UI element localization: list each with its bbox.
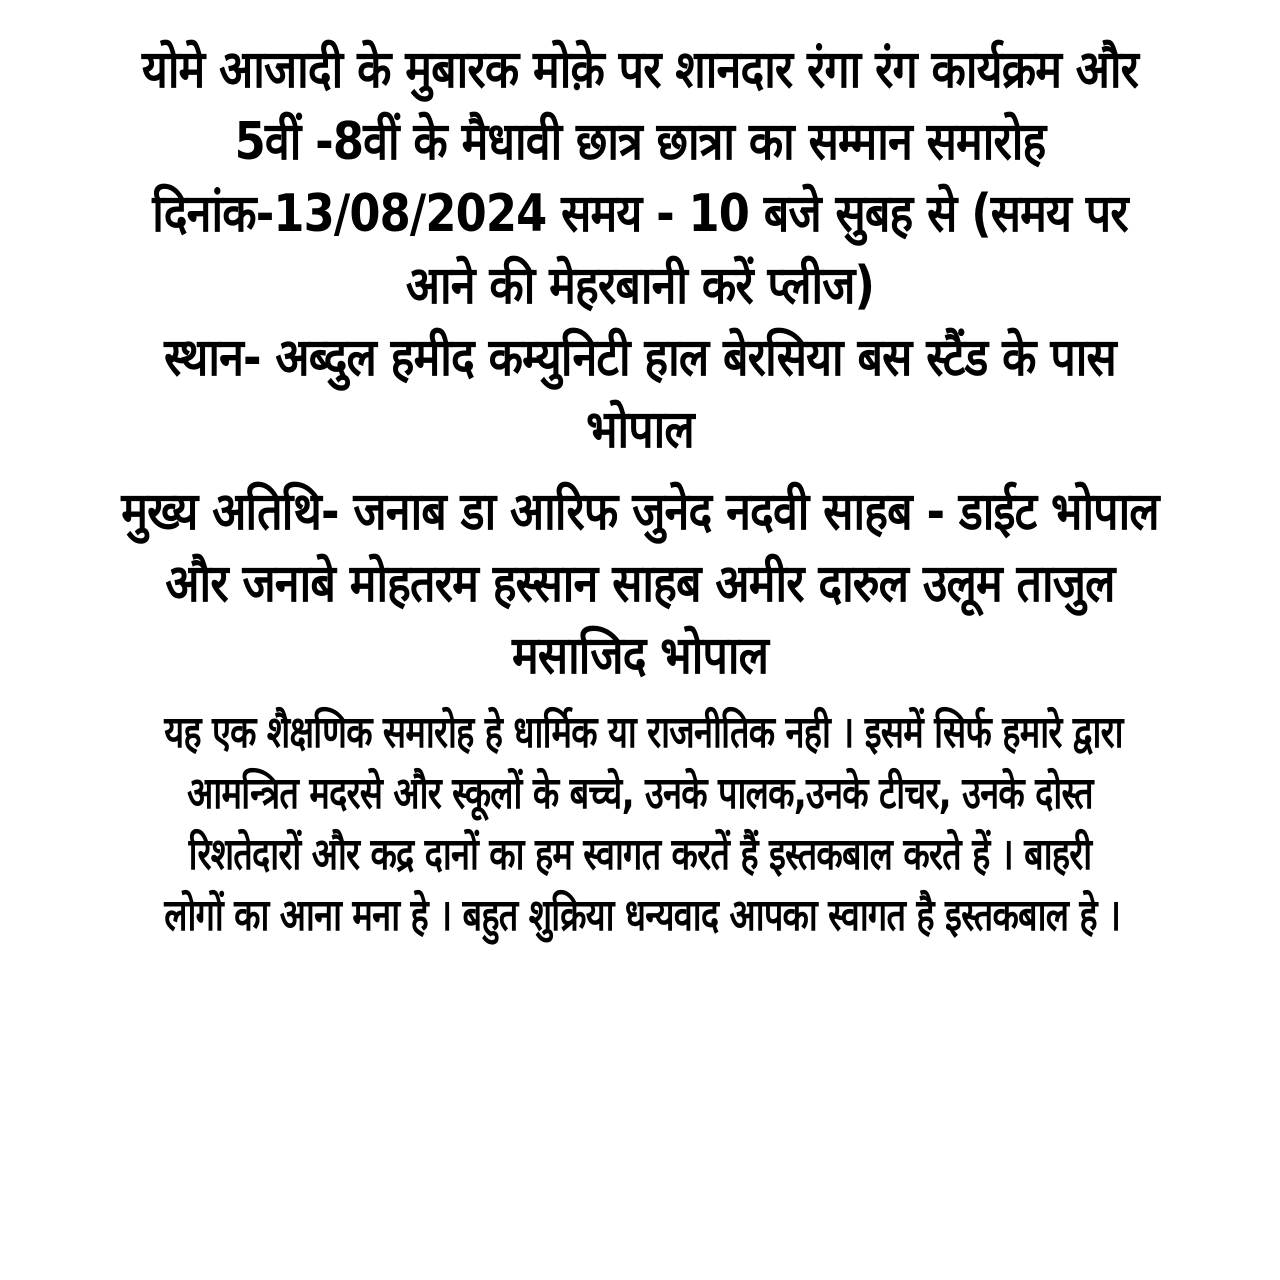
note-line-1: यह एक शैक्षणिक समारोह हे धार्मिक या राजनीतिक नही । इसमें सिर्फ हमारे द्वारा (164, 707, 1123, 758)
venue-line-1: स्थान- अब्दुल हमीद कम्युनिटी हाल बेरसिया बस स्टैंड के पास (164, 328, 1116, 388)
date-line-1: दिनांक-13/08/2024 समय - 10 बजे सुबह से (समय पर (152, 184, 1128, 244)
note-line-3: रिशतेदारों और कद्र दानों का हम स्वागत करतें हैं इस्तकबाल करते हें । बाहरी (188, 829, 1092, 880)
venue-line-2: भोपाल (586, 400, 694, 460)
heading-line-2: 5वीं -8वीं के मैधावी छात्र छात्रा का सम्मान समारोह (234, 112, 1046, 172)
guest-line-2: और जनाबे मोहतरम हस्सान साहब अमीर दारुल उलूम ताजुल (165, 554, 1115, 614)
guest-line-3: मसाजिद भोपाल (511, 626, 769, 686)
note-line-2: आमन्त्रित मदरसे और स्कूलों के बच्चे, उनके पालक,उनके टीचर, उनके दोस्त (187, 768, 1093, 819)
date-line-2: आने की मेहरबानी करें प्लीज) (405, 256, 875, 316)
note-line-4: लोगों का आना मना हे । बहुत शुक्रिया धन्यवाद आपका स्वागत है इस्तकबाल हे । (164, 890, 1121, 941)
heading-line-1: योमे आजादी के मुबारक मोक़े पर शानदार रंगा रंग कार्यक्रम और (141, 40, 1139, 100)
guest-line-1: मुख्य अतिथि- जनाब डा आरिफ जुनेद नदवी साहब - डाईट भोपाल (121, 482, 1159, 542)
